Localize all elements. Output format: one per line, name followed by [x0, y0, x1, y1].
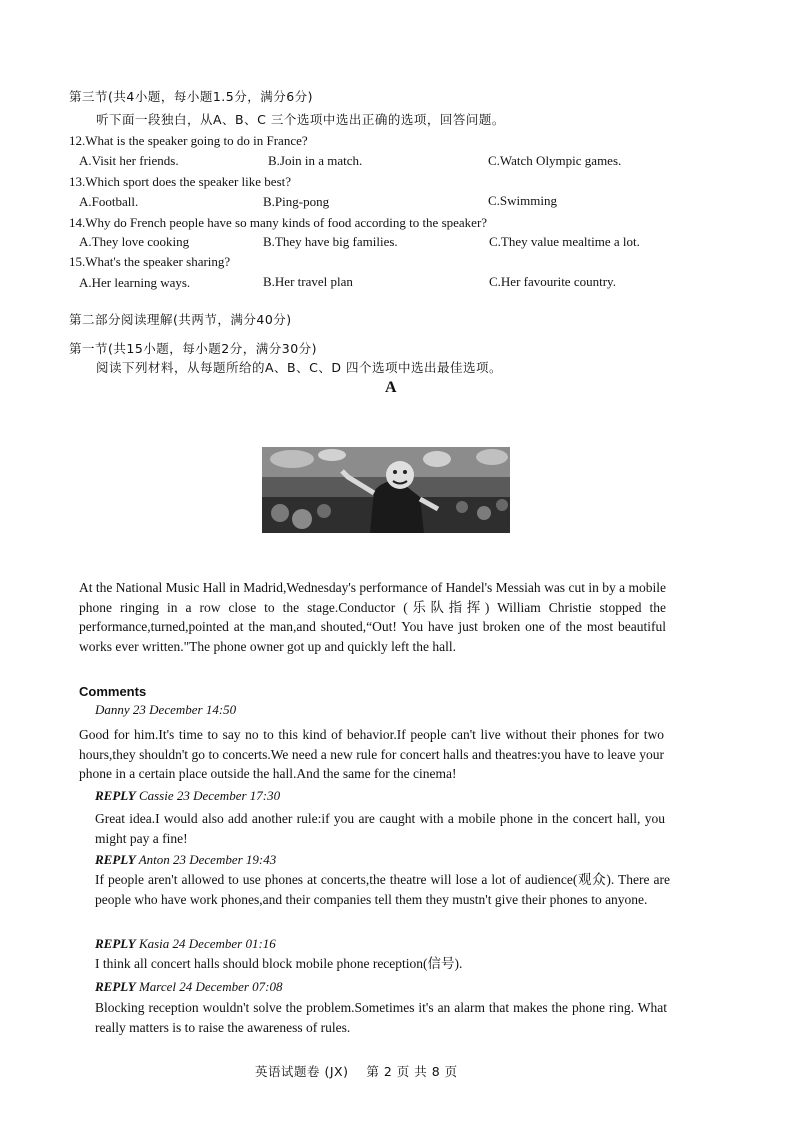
- reply-label: REPLY: [95, 852, 136, 867]
- question-13-option-a: A.Football.: [79, 194, 139, 209]
- reply-label: REPLY: [95, 979, 136, 994]
- question-12-option-c: C.Watch Olympic games.: [488, 153, 622, 168]
- comment-meta: Danny 23 December 14:50: [95, 702, 237, 717]
- reply-author-date: Kasia 24 December 01:16: [138, 936, 276, 951]
- question-14: 14.Why do French people have so many kinds of food according to the speaker?: [69, 215, 488, 230]
- question-14-option-a: A.They love cooking: [79, 234, 190, 249]
- reply-author-date: Marcel 24 December 07:08: [138, 979, 283, 994]
- question-12-option-a: A.Visit her friends.: [79, 153, 179, 168]
- question-15: 15.What's the speaker sharing?: [69, 254, 231, 269]
- comment-text: Good for him.It's time to say no to this kind of behavior.If people can't live without their phones for two hours,they shouldn't go to concerts.We need a new rule for concert halls and theatres:you have to leave your phone in a certain place outside the hall.And the same for the cinema!: [79, 727, 664, 782]
- section-3-title: 第三节(共4小题，每小题1.5分，满分6分): [69, 89, 314, 104]
- section-1-title: 第一节(共15小题，每小题2分，满分30分): [69, 341, 318, 356]
- reply-text: Great idea.I would also add another rule:if you are caught with a mobile phone in the concert hall, you might pay a fine!: [95, 811, 665, 846]
- question-13-option-c: C.Swimming: [488, 193, 557, 208]
- reply-author-date: Cassie 23 December 17:30: [138, 788, 281, 803]
- reply-meta: [95, 788, 280, 804]
- reading-instruction: 阅读下列材料，从每题所给的A、B、C、D 四个选项中选出最佳选项。: [96, 360, 502, 375]
- passage-text: At the National Music Hall in Madrid,Wednesday's performance of Handel's Messiah was cut in by a mobile phone ringing in a row close to the stage.Conductor (乐队指挥) William Christie stopped the performance,turned,pointed at the man,and shouted,“Out! You have just broken one of the most beautiful works ever written."The phone owner got up and quickly left the hall.: [79, 580, 666, 654]
- question-13-option-b: B.Ping-pong: [263, 194, 330, 209]
- reply-label: REPLY: [95, 788, 136, 803]
- reply-meta: [95, 936, 276, 952]
- reply-meta: [95, 979, 283, 995]
- reply-text: If people aren't allowed to use phones at concerts,the theatre will lose a lot of audience(观众). There are people who have work phones,and their companies tell them they mustn't give their phones to anyone.: [95, 872, 670, 907]
- question-14-option-c: C.They value mealtime a lot.: [489, 234, 640, 249]
- question-13: 13.Which sport does the speaker like best?: [69, 174, 292, 189]
- reply-author-date: Anton 23 December 19:43: [138, 852, 277, 867]
- listening-instruction: 听下面一段独白，从A、B、C 三个选项中选出正确的选项，回答问题。: [96, 112, 505, 127]
- question-15-option-b: B.Her travel plan: [263, 274, 353, 289]
- question-15-option-c: C.Her favourite country.: [489, 274, 616, 289]
- reply-label: REPLY: [95, 936, 136, 951]
- passage-letter: A: [385, 379, 397, 396]
- question-14-option-b: B.They have big families.: [263, 234, 398, 249]
- reply-text: I think all concert halls should block mobile phone reception(信号).: [95, 956, 463, 971]
- comments-heading: Comments: [79, 684, 147, 699]
- part-2-title: 第二部分阅读理解(共两节，满分40分): [69, 312, 292, 327]
- question-12: 12.What is the speaker going to do in France?: [69, 133, 308, 148]
- concert-photo: [262, 447, 510, 533]
- page-footer: 英语试题卷 (JX) 第 2 页 共 8 页: [255, 1064, 458, 1079]
- reply-meta: [95, 852, 276, 868]
- reply-text: Blocking reception wouldn't solve the problem.Sometimes it's an alarm that makes the phone ring. What really matters is to raise the awareness of rules.: [95, 1000, 667, 1035]
- question-15-option-a: A.Her learning ways.: [79, 275, 191, 290]
- question-12-option-b: B.Join in a match.: [268, 153, 363, 168]
